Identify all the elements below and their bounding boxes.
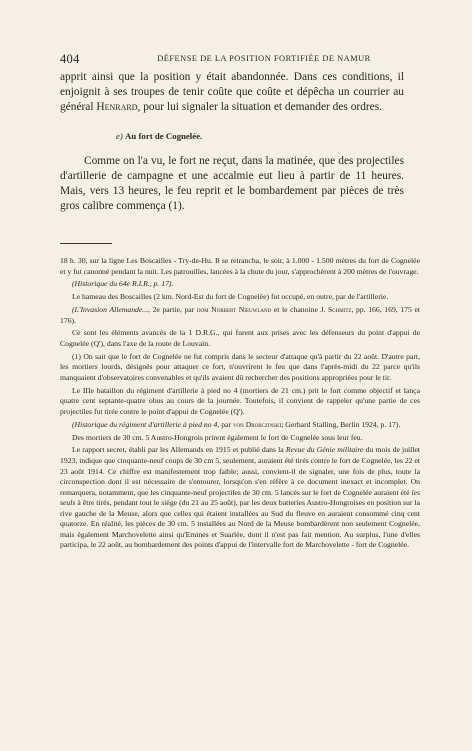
section-letter: e) (116, 130, 123, 141)
paragraph: Comme on l'a vu, le fort ne reçut, dans la matinée, que des projectiles d'artillerie de campagne et une accalmie eut lieu à partir de 11 heures. Mais, vers 13 heures, le feu reprit et le bombardement par pièces de très gros calibre commença (1). (60, 154, 404, 213)
footnote-paragraph: Le rapport secret, établi par les Allemands en 1915 et publié dans la Revue du Génie militaire du mois de juillet 1923, indique que cinquante-neuf coups de 30 cm 5, seulement, auraient été tirés contre le fort de Cognelée, les 22 et 23 août 1914. Ce chiffre est manifestement trop faible; aussi, convient-il de signaler, une fois de plus, toute la circonspection dont il est nécessaire de s'entourer, lorsqu'on s'en réfère à ce document inexact et incomplet. On remarquera, notamment, que les cinquante-neuf projectiles de 30 cm. 5 lancés sur le fort de Cognelée auraient été les seuls à être tirés, pendant tout le siège (du 21 au 25 août), par les deux batteries Austro-Hongroises en position sur la rive gauche de la Meuse, alors que celles qui étaient installées au Sud du fleuve en auraient consommé cinq cent quatorze. En réalité, les pièces de 30 cm. 5 installées au Nord de la Meuse bombardèrent non seulement Cognelée, mais également Marchovelette ainsi qu'Emines et Suarlée, dont il n'est pas fait mention. Au surplus, l'une d'elles participa, le 22 août, au bombardement des points d'appui de l'intervalle fort de Marchovelette - fort de Cognelée. (60, 445, 420, 550)
footnotes (60, 256, 420, 553)
footnote-rule (60, 243, 112, 244)
footnote-paragraph: 18 h. 30, sur la ligne Les Boscailles - Try-de-Hu. Il se retrancha, le soir, à 1.000 - 1.500 mètres du fort de Cognelée et y fut canonné pendant la nuit. Les patrouilles, lancées à la chute du jour, s'approchèrent à 200 mètres de l'ouvrage. (60, 256, 420, 276)
footnote-source: (Historique du 64e R.I.R., p. 17). (72, 279, 174, 289)
paragraph-continuation: apprit ainsi que la position y était abandonnée. Dans ces conditions, il enjoignit à ses troupes de tenir coûte que coûte et dépêcha un courrier au général Henrard, pour lui signaler la situation et demander des ordres. (60, 71, 404, 114)
footnote-paragraph: Des mortiers de 30 cm. 5 Austro-Hongrois prirent également le fort de Cognelée sous leur feu. (72, 432, 363, 442)
footnote-paragraph: Le hameau des Boscailles (2 km. Nord-Est du fort de Cognelée) fut occupé, en outre, par de l'artillerie. (72, 292, 389, 302)
main-text (60, 70, 404, 214)
section-heading (60, 130, 404, 142)
section-title: Au fort de Cognelée. (125, 130, 203, 141)
footnote-paragraph: Le IIIe bataillon du régiment d'artillerie à pied no 4 (mortiers de 21 cm.) prit le fort comme objectif et lança quatre cent septante-quatre obus au cours de la journée. Toutefois, il convient de rappeler qu'une partie de ces projectiles fut tirée contre le point d'appui de Cognelée (Q'). (60, 385, 420, 416)
footnote-source: (L'Invasion Allemande..., 2e partie, par dom Norbert Nieuwland et le chanoine J. Schmitz, pp. 166, 169, 175 et 176). (60, 305, 420, 325)
page-header (60, 52, 428, 66)
person-name: Henrard (96, 101, 138, 114)
running-title: DÉFENSE DE LA POSITION FORTIFIÉE DE NAMUR (157, 54, 371, 63)
footnote-paragraph: (1) On sait que le fort de Cognelée ne fut compris dans le secteur d'attaque qu'à partir du 22 août. D'autre part, les mortiers lourds, désignés pour attaquer ce fort, n'ouvrirent le feu que dans l'après-midi du 22 parce qu'ils manquaient d'observatoires convenables et qu'ils avaient dû rechercher des positions appropriées pour le tir. (60, 351, 420, 382)
page-number: 404 (60, 52, 80, 66)
footnote-source: (Historique du régiment d'artillerie à pied no 4, par von Drobczinski; Gerhard Stalling, Berlin 1924, p. 17). (72, 419, 401, 429)
footnote-paragraph: Ce sont les éléments avancés de la 1 D.R.G., qui furent aux prises avec les défenseurs du point d'appui de Cognelée (Q'), dans l'axe de la route de Louvain. (60, 328, 420, 349)
